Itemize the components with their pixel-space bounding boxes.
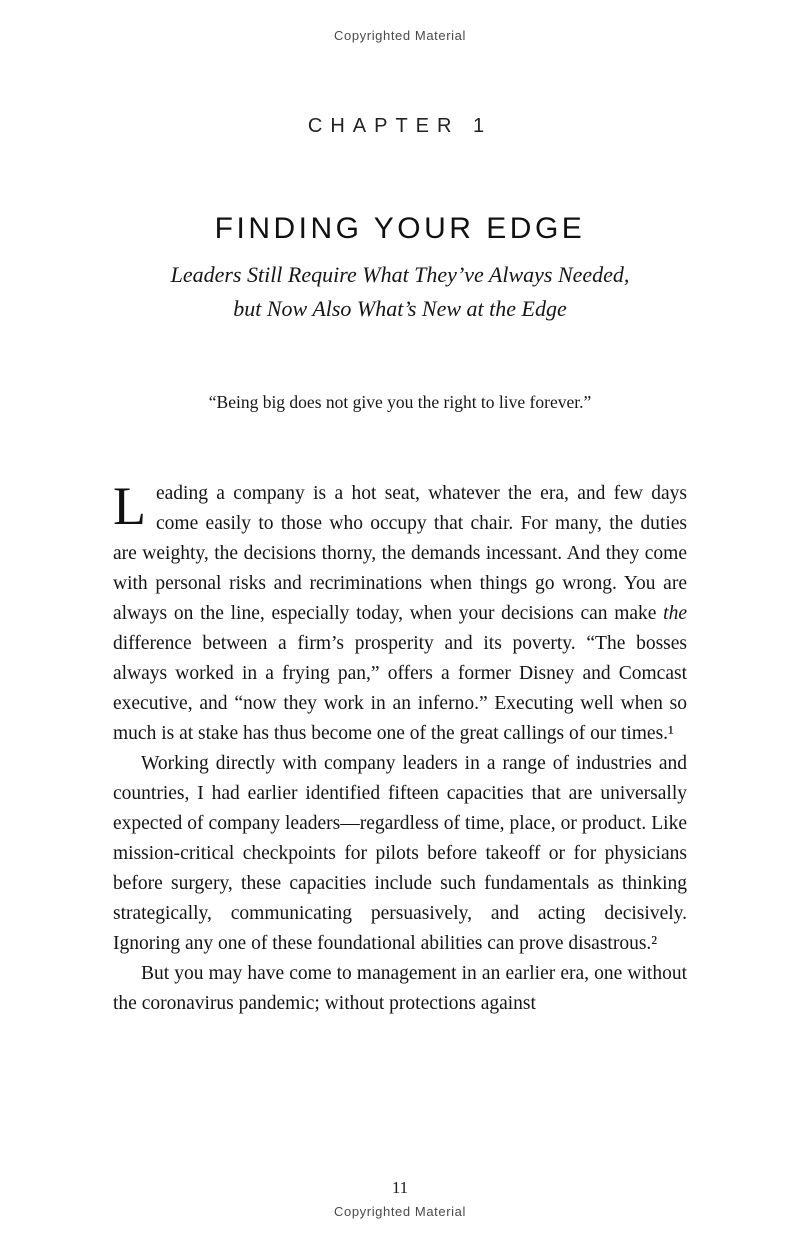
dropcap-letter: L <box>113 476 146 536</box>
emphasized-text: the <box>663 603 687 624</box>
chapter-subtitle-line2: but Now Also What’s New at the Edge <box>233 296 567 321</box>
page-number: 11 <box>391 1178 409 1197</box>
chapter-subtitle-line1: Leaders Still Require What They’ve Always Needed, <box>170 262 630 287</box>
paragraph-text: difference between a firm’s prosperity and its poverty. “The bosses always worked in a frying pan,” offers a former Disney and Comcast executive, and “now they work in an inferno.” Executing well when so much is at stake has thus become one of the great callings of our times.¹ <box>113 633 687 744</box>
paragraph <box>113 476 687 749</box>
paragraph-text: Working directly with company leaders in a range of industries and countries, I had earlier identified fifteen capacities that are universally expected of company leaders—regardless of time, place, or product. Like mission-critical checkpoints for pilots before takeoff or for physicians before surgery, these capacities include such fundamentals as thinking strategically, communicating persuasively, and acting decisively. Ignoring any one of these foundational abilities can prove disastrous.² <box>113 753 687 954</box>
paragraph-text: eading a company is a hot seat, whatever the era, and few days come easily to those who occupy that chair. For many, the duties are weighty, the decisions thorny, the demands incessant. And they come with personal risks and recriminations when things go wrong. You are always on the line, especially today, when your decisions can make <box>113 483 687 624</box>
chapter-title: FINDING YOUR EDGE <box>214 212 586 245</box>
chapter-label: CHAPTER 1 <box>307 115 493 137</box>
body-paragraphs <box>113 476 687 1019</box>
paragraph <box>113 959 687 1019</box>
copyright-notice-bottom: Copyrighted Material <box>334 1204 466 1219</box>
chapter-subtitle <box>0 258 800 326</box>
paragraph-text: But you may have come to management in an earlier era, one without the coronavirus pandemic; without protections against <box>113 963 687 1014</box>
page-footer <box>0 1178 800 1219</box>
paragraph <box>113 749 687 959</box>
copyright-notice-top: Copyrighted Material <box>334 28 466 43</box>
epigraph-quote: “Being big does not give you the right to live forever.” <box>208 392 592 412</box>
